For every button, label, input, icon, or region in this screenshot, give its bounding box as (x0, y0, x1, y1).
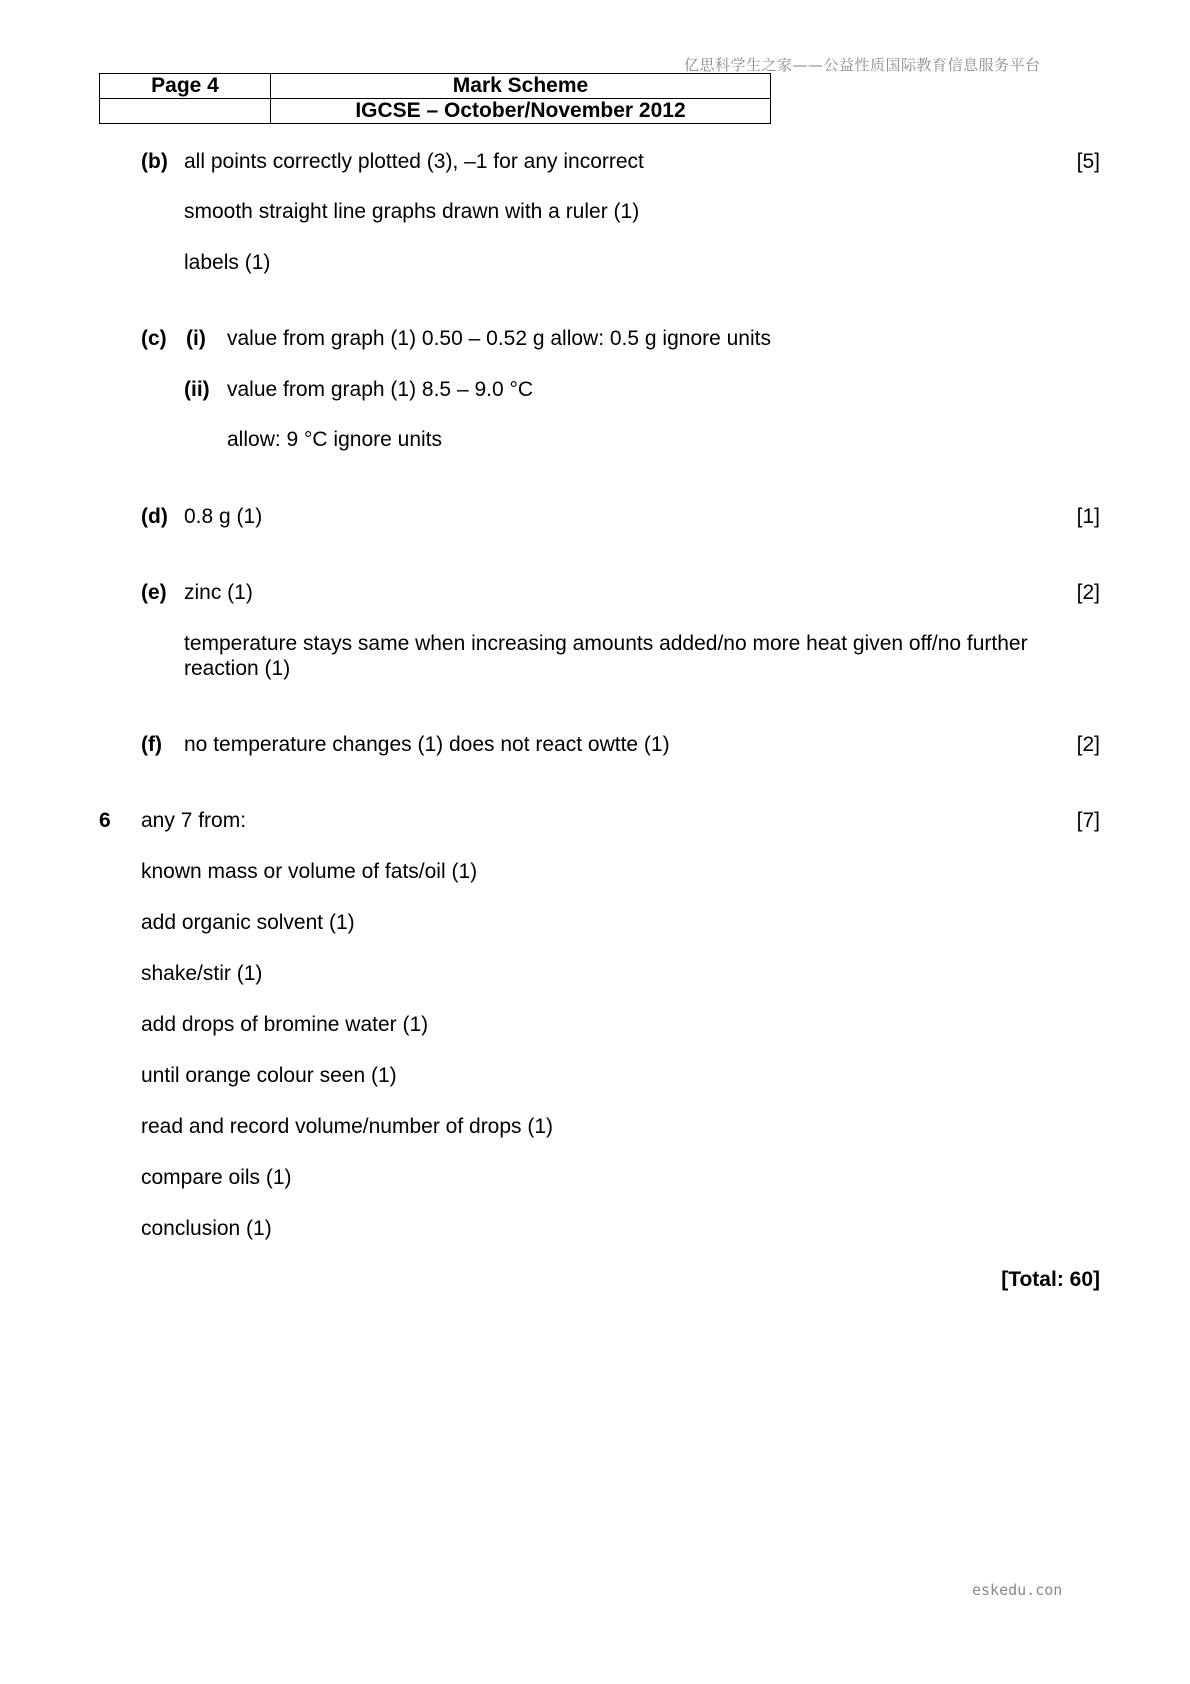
total-marks: [Total: 60] (1001, 1268, 1100, 1291)
part-c-ii-text: value from graph (1) 8.5 – 9.0 °C (227, 378, 534, 401)
q6-item: add drops of bromine water (1) (141, 1013, 429, 1036)
q6-item: until orange colour seen (1) (141, 1064, 397, 1087)
q6-item: shake/stir (1) (141, 962, 263, 985)
document-title: Mark Scheme (271, 74, 771, 99)
part-e-label: (e) (141, 581, 167, 604)
part-b-line1: all points correctly plotted (3), –1 for any incorrect (184, 150, 644, 173)
part-c-i-label: (i) (186, 327, 206, 350)
header-blank-cell (100, 99, 271, 124)
part-c-ii-allow: allow: 9 °C ignore units (227, 428, 443, 451)
page-header-table (99, 73, 771, 124)
part-b-line3: labels (1) (184, 251, 271, 274)
part-d-mark: [1] (1076, 505, 1100, 528)
q6-item: read and record volume/number of drops (1) (141, 1115, 554, 1138)
part-b-label: (b) (141, 150, 168, 173)
part-e-line2: temperature stays same when increasing amounts added/no more heat given off/no further (184, 632, 1028, 655)
part-b-line2: smooth straight line graphs drawn with a ruler (1) (184, 200, 640, 223)
part-b-mark: [5] (1076, 150, 1100, 173)
part-c-label: (c) (141, 327, 167, 350)
part-c-ii-label: (ii) (184, 378, 210, 401)
part-d-text: 0.8 g (1) (184, 505, 263, 528)
question-6-intro: any 7 from: (141, 809, 247, 832)
part-f-label: (f) (141, 733, 162, 756)
question-6-number: 6 (99, 809, 111, 832)
q6-item: conclusion (1) (141, 1217, 272, 1240)
page-number: Page 4 (100, 74, 271, 99)
watermark-top: 亿思科学生之家——公益性质国际教育信息服务平台 (684, 56, 1041, 74)
part-c-i-text: value from graph (1) 0.50 – 0.52 g allow: 0.5 g ignore units (227, 327, 771, 350)
part-e-mark: [2] (1076, 581, 1100, 604)
watermark-bottom: eskedu.con (972, 1581, 1063, 1599)
part-e-line3: reaction (1) (184, 657, 291, 680)
exam-session: IGCSE – October/November 2012 (271, 99, 771, 124)
part-d-label: (d) (141, 505, 168, 528)
question-6-mark: [7] (1076, 809, 1100, 832)
part-f-mark: [2] (1076, 733, 1100, 756)
q6-item: compare oils (1) (141, 1166, 292, 1189)
part-e-text: zinc (1) (184, 581, 253, 604)
part-f-text: no temperature changes (1) does not react owtte (1) (184, 733, 670, 756)
q6-item: known mass or volume of fats/oil (1) (141, 860, 478, 883)
q6-item: add organic solvent (1) (141, 911, 355, 934)
